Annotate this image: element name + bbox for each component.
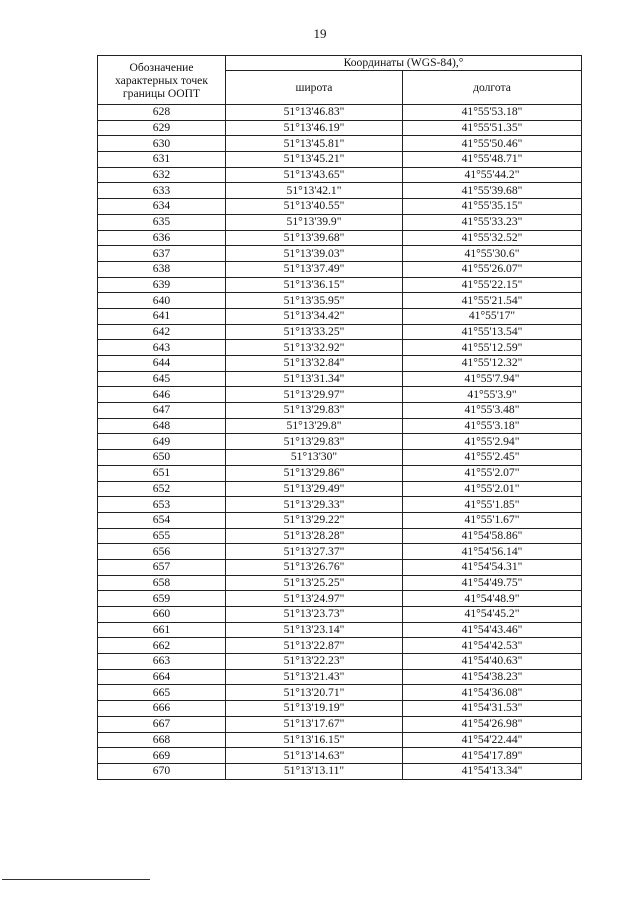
latitude-cell: 51°13'22.87" [226, 638, 403, 654]
point-id-cell: 661 [98, 622, 226, 638]
point-id-cell: 670 [98, 763, 226, 779]
latitude-cell: 51°13'27.37" [226, 544, 403, 560]
point-id-cell: 647 [98, 403, 226, 419]
point-id-cell: 669 [98, 748, 226, 764]
table-row [98, 748, 582, 764]
table-row [98, 340, 582, 356]
longitude-cell: 41°55'3.48" [403, 403, 582, 419]
longitude-cell: 41°55'2.01" [403, 481, 582, 497]
table-row [98, 465, 582, 481]
point-id-cell: 659 [98, 591, 226, 607]
table-row [98, 528, 582, 544]
latitude-cell: 51°13'45.81" [226, 136, 403, 152]
point-id-cell: 665 [98, 685, 226, 701]
table-header [98, 56, 582, 105]
longitude-cell: 41°54'49.75" [403, 575, 582, 591]
longitude-cell: 41°55'3.9" [403, 387, 582, 403]
table-row [98, 685, 582, 701]
table-row [98, 669, 582, 685]
table-row [98, 591, 582, 607]
point-id-cell: 629 [98, 120, 226, 136]
longitude-header: долгота [403, 71, 582, 105]
table-row [98, 575, 582, 591]
longitude-cell: 41°55'50.46" [403, 136, 582, 152]
point-id-cell: 654 [98, 512, 226, 528]
table-row [98, 512, 582, 528]
point-id-cell: 638 [98, 261, 226, 277]
table-row [98, 607, 582, 623]
point-id-cell: 631 [98, 152, 226, 168]
table-row [98, 324, 582, 340]
point-id-cell: 664 [98, 669, 226, 685]
table-row [98, 622, 582, 638]
table-row [98, 152, 582, 168]
latitude-cell: 51°13'14.63" [226, 748, 403, 764]
table-row [98, 308, 582, 324]
table-row [98, 763, 582, 779]
latitude-cell: 51°13'29.86" [226, 465, 403, 481]
longitude-cell: 41°55'53.18" [403, 105, 582, 121]
table-row [98, 701, 582, 717]
longitude-cell: 41°54'58.86" [403, 528, 582, 544]
header-row-top [98, 56, 582, 71]
point-id-cell: 636 [98, 230, 226, 246]
point-id-cell: 643 [98, 340, 226, 356]
point-id-cell: 648 [98, 418, 226, 434]
table-row [98, 214, 582, 230]
table-row [98, 120, 582, 136]
latitude-cell: 51°13'29.83" [226, 434, 403, 450]
table-row [98, 544, 582, 560]
longitude-cell: 41°55'1.67" [403, 512, 582, 528]
longitude-cell: 41°54'22.44" [403, 732, 582, 748]
table-row [98, 732, 582, 748]
point-id-cell: 651 [98, 465, 226, 481]
point-id-cell: 655 [98, 528, 226, 544]
latitude-cell: 51°13'39.68" [226, 230, 403, 246]
longitude-cell: 41°54'13.34" [403, 763, 582, 779]
latitude-cell: 51°13'17.67" [226, 716, 403, 732]
point-id-cell: 666 [98, 701, 226, 717]
table-row [98, 559, 582, 575]
table-row [98, 481, 582, 497]
table-row [98, 167, 582, 183]
longitude-cell: 41°55'2.45" [403, 450, 582, 466]
point-id-cell: 637 [98, 246, 226, 262]
longitude-cell: 41°54'45.2" [403, 607, 582, 623]
point-id-cell: 642 [98, 324, 226, 340]
point-id-cell: 644 [98, 356, 226, 372]
table-row [98, 105, 582, 121]
latitude-cell: 51°13'29.83" [226, 403, 403, 419]
longitude-cell: 41°55'13.54" [403, 324, 582, 340]
latitude-cell: 51°13'26.76" [226, 559, 403, 575]
coordinates-table [97, 55, 582, 780]
point-id-cell: 658 [98, 575, 226, 591]
latitude-cell: 51°13'34.42" [226, 308, 403, 324]
latitude-cell: 51°13'29.8" [226, 418, 403, 434]
table-row [98, 434, 582, 450]
table-row [98, 387, 582, 403]
longitude-cell: 41°54'31.53" [403, 701, 582, 717]
point-id-cell: 663 [98, 654, 226, 670]
longitude-cell: 41°54'26.98" [403, 716, 582, 732]
longitude-cell: 41°55'3.18" [403, 418, 582, 434]
point-id-cell: 633 [98, 183, 226, 199]
longitude-cell: 41°55'26.07" [403, 261, 582, 277]
point-designation-header: Обозначение характерных точек границы ООПТ [98, 56, 226, 105]
longitude-cell: 41°55'22.15" [403, 277, 582, 293]
point-id-cell: 668 [98, 732, 226, 748]
longitude-cell: 41°55'33.23" [403, 214, 582, 230]
table-row [98, 654, 582, 670]
latitude-cell: 51°13'45.21" [226, 152, 403, 168]
longitude-cell: 41°55'39.68" [403, 183, 582, 199]
longitude-cell: 41°54'36.08" [403, 685, 582, 701]
point-id-cell: 662 [98, 638, 226, 654]
latitude-cell: 51°13'32.92" [226, 340, 403, 356]
point-id-cell: 646 [98, 387, 226, 403]
point-id-cell: 632 [98, 167, 226, 183]
longitude-cell: 41°55'48.71" [403, 152, 582, 168]
table-row [98, 403, 582, 419]
latitude-cell: 51°13'46.19" [226, 120, 403, 136]
longitude-cell: 41°55'44.2" [403, 167, 582, 183]
point-id-cell: 652 [98, 481, 226, 497]
point-id-cell: 660 [98, 607, 226, 623]
page-number: 19 [313, 26, 327, 41]
latitude-cell: 51°13'29.22" [226, 512, 403, 528]
footnote-separator [2, 879, 150, 880]
latitude-cell: 51°13'31.34" [226, 371, 403, 387]
table-body [98, 105, 582, 780]
point-id-cell: 641 [98, 308, 226, 324]
table-row [98, 199, 582, 215]
latitude-cell: 51°13'21.43" [226, 669, 403, 685]
longitude-cell: 41°55'51.35" [403, 120, 582, 136]
longitude-cell: 41°55'17" [403, 308, 582, 324]
latitude-cell: 51°13'29.97" [226, 387, 403, 403]
latitude-cell: 51°13'29.49" [226, 481, 403, 497]
point-id-cell: 657 [98, 559, 226, 575]
longitude-cell: 41°55'1.85" [403, 497, 582, 513]
latitude-cell: 51°13'19.19" [226, 701, 403, 717]
longitude-cell: 41°55'32.52" [403, 230, 582, 246]
latitude-cell: 51°13'13.11" [226, 763, 403, 779]
latitude-cell: 51°13'39.9" [226, 214, 403, 230]
latitude-cell: 51°13'33.25" [226, 324, 403, 340]
latitude-cell: 51°13'22.23" [226, 654, 403, 670]
longitude-cell: 41°54'43.46" [403, 622, 582, 638]
point-id-cell: 628 [98, 105, 226, 121]
latitude-cell: 51°13'28.28" [226, 528, 403, 544]
table-row [98, 246, 582, 262]
longitude-cell: 41°55'12.32" [403, 356, 582, 372]
point-id-cell: 634 [98, 199, 226, 215]
point-id-cell: 650 [98, 450, 226, 466]
latitude-cell: 51°13'40.55" [226, 199, 403, 215]
longitude-cell: 41°54'56.14" [403, 544, 582, 560]
latitude-cell: 51°13'23.73" [226, 607, 403, 623]
point-id-cell: 667 [98, 716, 226, 732]
coordinates-header: Координаты (WGS-84),° [226, 56, 582, 71]
table-row [98, 371, 582, 387]
point-id-cell: 640 [98, 293, 226, 309]
latitude-cell: 51°13'46.83" [226, 105, 403, 121]
latitude-cell: 51°13'43.65" [226, 167, 403, 183]
table-row [98, 136, 582, 152]
longitude-cell: 41°54'17.89" [403, 748, 582, 764]
latitude-cell: 51°13'36.15" [226, 277, 403, 293]
latitude-cell: 51°13'42.1" [226, 183, 403, 199]
longitude-cell: 41°55'12.59" [403, 340, 582, 356]
latitude-cell: 51°13'35.95" [226, 293, 403, 309]
longitude-cell: 41°55'35.15" [403, 199, 582, 215]
latitude-cell: 51°13'25.25" [226, 575, 403, 591]
longitude-cell: 41°55'21.54" [403, 293, 582, 309]
longitude-cell: 41°55'2.94" [403, 434, 582, 450]
longitude-cell: 41°54'54.31" [403, 559, 582, 575]
table-row [98, 716, 582, 732]
latitude-header: широта [226, 71, 403, 105]
table-row [98, 183, 582, 199]
table-row [98, 261, 582, 277]
longitude-cell: 41°55'7.94" [403, 371, 582, 387]
latitude-cell: 51°13'37.49" [226, 261, 403, 277]
latitude-cell: 51°13'32.84" [226, 356, 403, 372]
point-id-cell: 645 [98, 371, 226, 387]
latitude-cell: 51°13'23.14" [226, 622, 403, 638]
longitude-cell: 41°55'30.6" [403, 246, 582, 262]
longitude-cell: 41°54'48.9" [403, 591, 582, 607]
table-row [98, 497, 582, 513]
latitude-cell: 51°13'29.33" [226, 497, 403, 513]
point-id-cell: 656 [98, 544, 226, 560]
point-id-cell: 653 [98, 497, 226, 513]
table-row [98, 277, 582, 293]
table-row [98, 356, 582, 372]
point-id-cell: 639 [98, 277, 226, 293]
point-id-cell: 649 [98, 434, 226, 450]
latitude-cell: 51°13'16.15" [226, 732, 403, 748]
table-row [98, 293, 582, 309]
table-row [98, 638, 582, 654]
latitude-cell: 51°13'24.97" [226, 591, 403, 607]
longitude-cell: 41°54'42.53" [403, 638, 582, 654]
point-id-cell: 630 [98, 136, 226, 152]
longitude-cell: 41°54'38.23" [403, 669, 582, 685]
latitude-cell: 51°13'30" [226, 450, 403, 466]
latitude-cell: 51°13'39.03" [226, 246, 403, 262]
longitude-cell: 41°54'40.63" [403, 654, 582, 670]
table-row [98, 450, 582, 466]
longitude-cell: 41°55'2.07" [403, 465, 582, 481]
point-id-cell: 635 [98, 214, 226, 230]
latitude-cell: 51°13'20.71" [226, 685, 403, 701]
table-row [98, 418, 582, 434]
table-row [98, 230, 582, 246]
